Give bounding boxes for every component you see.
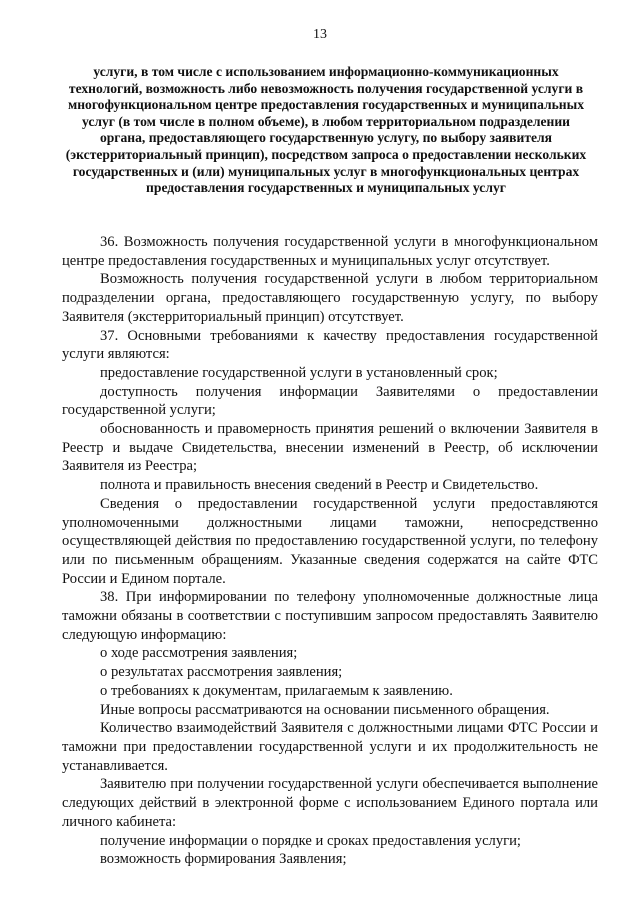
list-item-deadline: предоставление государственной услуги в установленный срок; [100,364,498,381]
list-item-completeness: полнота и правильность внесения сведений в Реестр и Свидетельство. [100,477,539,494]
paragraph-37: 37. Основными требованиями к качеству предоставления государственной услуги являются: [62,327,598,363]
paragraph-information: Сведения о предоставлении государственной услуги предоставляются уполномоченными должностными лицами таможни, непосредственно осуществляющей действия по предоставлению государственной услуги, по телефону или по письменным обращениям. Указанные сведения содержатся на сайте ФТС России и Едином портале. [62,495,598,587]
paragraph-36: 36. Возможность получения государственной услуги в многофункциональном центре предоставления государственных и муниципальных услуг отсутствует. [62,234,598,269]
list-item-accessibility: доступность получения информации Заявителями о предоставлении государственной услуги; [62,383,598,419]
paragraph-other-questions: Иные вопросы рассматриваются на основании письменного обращения. [100,701,550,718]
list-item-results: о результатах рассмотрения заявления; [100,664,343,681]
document-body [62,233,598,869]
list-item-progress: о ходе рассмотрения заявления; [100,645,298,662]
list-item-requirements: о требованиях к документам, прилагаемым к заявлению. [100,682,453,699]
paragraph-electronic-actions: Заявителю при получении государственной услуги обеспечивается выполнение следующих действий в электронной форме с использованием Единого портала или личного кабинета: [62,776,598,830]
list-item-info-procedure: получение информации о порядке и сроках предоставления услуги; [100,832,521,849]
list-item-validity: обоснованность и правомерность принятия решений о включении Заявителя в Реестр и выдаче Свидетельства, внесении изменений в Реестр, об исключении Заявителя из Реестра; [62,421,598,475]
paragraph-extraterritorial: Возможность получения государственной услуги в любом территориальном подразделении органа, предоставляющего государственную услугу, по выбору Заявителя (экстерриториальный принцип) отсутствует. [62,271,598,325]
page-number: 13 [313,27,327,42]
list-item-form-application: возможность формирования Заявления; [100,851,347,868]
paragraph-38: 38. При информировании по телефону уполномоченные должностные лица таможни обязаны в соответствии с поступившим запросом предоставлять Заявителю следующую информацию: [62,589,598,643]
paragraph-interactions: Количество взаимодействий Заявителя с должностными лицами ФТС России и таможни при предоставлении государственной услуги и их продолжительность не устанавливается. [62,720,598,774]
section-heading: услуги, в том числе с использованием информационно-коммуникационных технологий, возможность либо невозможность получения государственной услуги в многофункциональном центре предоставления государственных и муниципальных услуг (в том числе в полном объеме), в любом территориальном подразделении органа, предоставляющего государственную услугу, по выбору заявителя (экстерриториальный принцип), посредством запроса о предоставлении нескольких государственных и (или) муниципальных услуг в многофункциональных центрах предоставления государственных и муниципальных услуг [65,64,587,196]
